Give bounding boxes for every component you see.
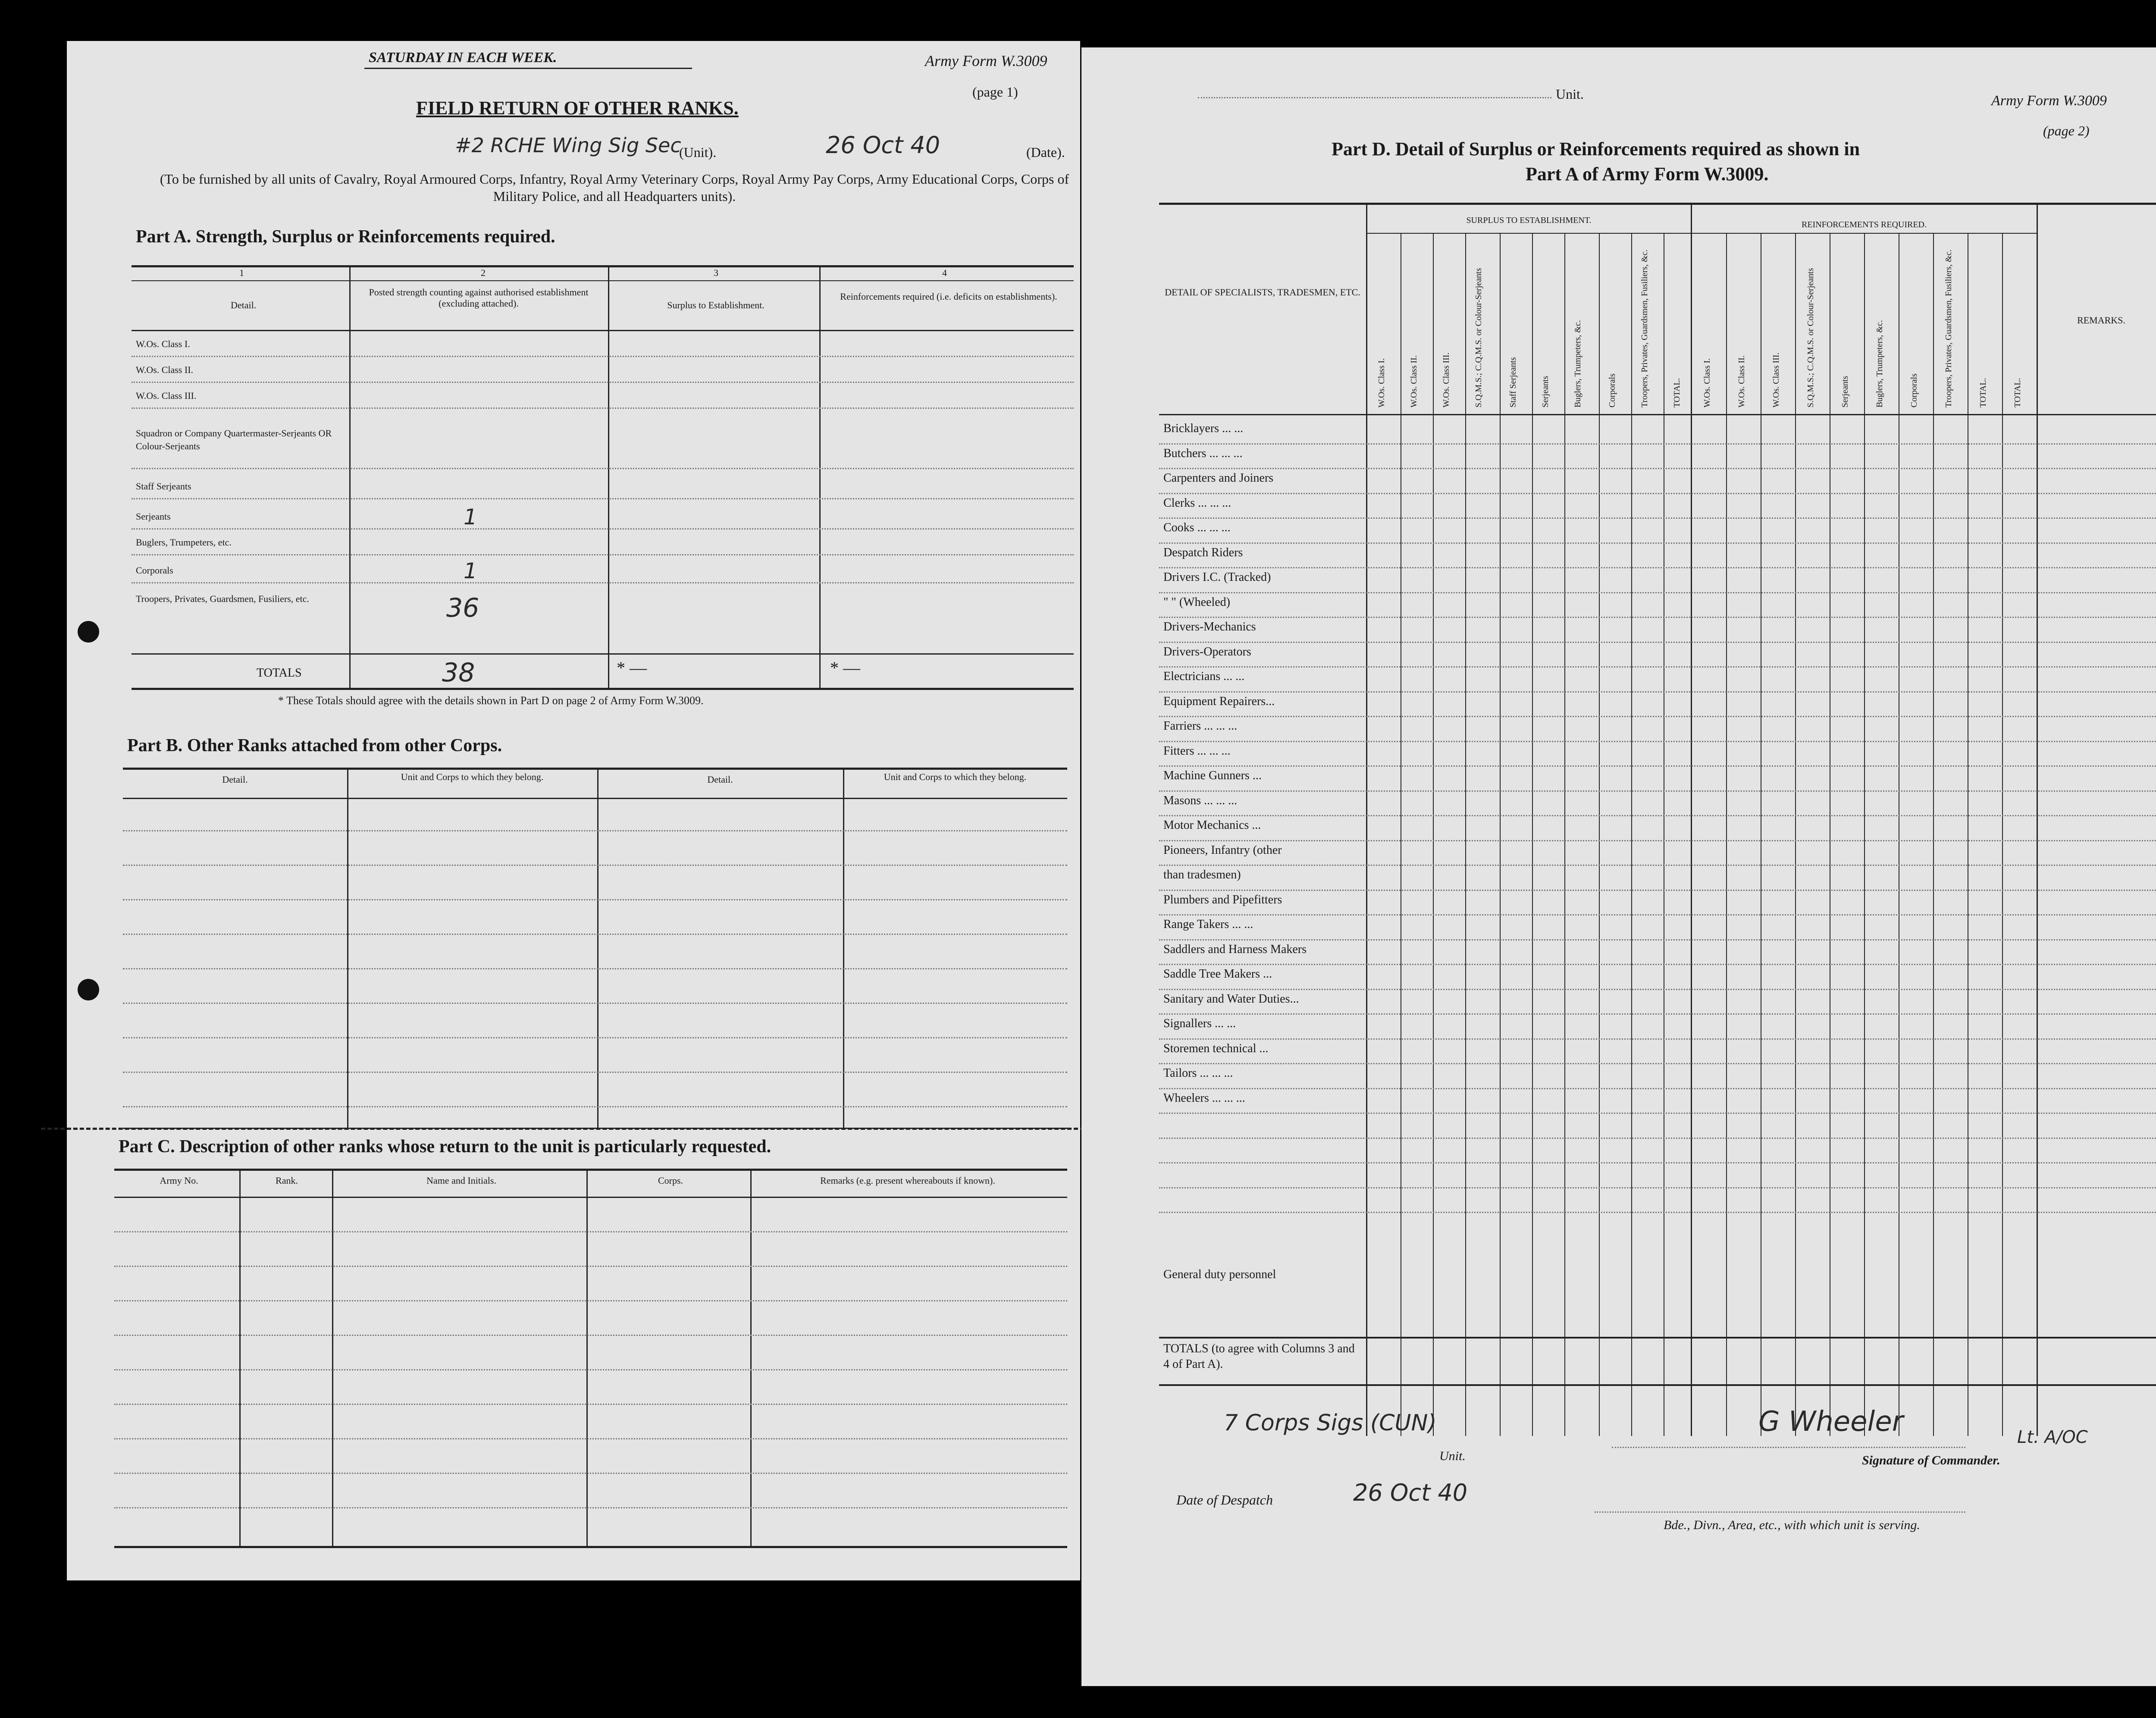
reinf-col-total-2: TOTAL. [2013,378,2022,408]
form-id: Army Form W.3009 [925,52,1047,69]
trade-row-label: than tradesmen) [1163,868,1241,881]
divider [2002,234,2003,1436]
row-line [114,1438,1067,1439]
trade-row-line [1159,1013,2156,1015]
sub-col-wo1: W.Os. Class I. [1377,358,1386,408]
divider [1433,234,1434,1436]
divider [347,768,348,1130]
row-serjeants: Serjeants [136,511,171,522]
trade-row-label: Cooks ... ... ... [1163,521,1231,534]
reinf-col-serjeants: Serjeants [1840,376,1850,408]
remarks-header: REMARKS. [2077,315,2125,326]
col-number: 1 [239,267,244,278]
divider [1159,203,2156,205]
row-line [114,1231,1067,1232]
surplus-header: SURPLUS TO ESTABLISHMENT. [1466,216,1592,225]
unit-caption: Unit. [1439,1449,1466,1463]
trade-row-line [1159,567,2156,568]
totals-reinforcements: * — [830,658,860,677]
row-wo-class-3: W.Os. Class III. [136,390,197,401]
row-line [123,1037,1067,1038]
row-line [132,582,1074,583]
part-b-col-detail: Detail. [222,774,248,785]
trade-row-line [1159,493,2156,494]
reinf-col-sqms: S.Q.M.S.; C.Q.M.S. or Colour-Serjeants [1806,268,1815,408]
row-staff-serjeants: Staff Serjeants [136,481,191,492]
part-d-title-1: Part D. Detail of Surplus or Reinforcements required as shown in [1332,138,1860,160]
row-line [132,468,1074,469]
blank-row-line [1159,1187,2156,1188]
divider [1726,234,1727,1436]
row-cqms: Squadron or Company Quartermaster-Serjeants OR Colour-Serjeants [136,428,332,451]
trade-row-line [1159,592,2156,593]
despatch-date-handwritten: 26 Oct 40 [1353,1479,1468,1506]
instructions: (To be furnished by all units of Cavalry, Royal Armoured Corps, Infantry, Royal Army Veterinary Corps, Royal Army Pay Corps, Army Educational Corps, Corps of Military Police, and all Headquarters units). [160,171,1069,204]
trade-row-label: Drivers I.C. (Tracked) [1163,571,1271,584]
trade-row-line [1159,840,2156,841]
totals-value: 38 [442,658,475,688]
trade-row-label: Wheelers ... ... ... [1163,1091,1245,1105]
row-line [123,830,1067,831]
punch-hole [78,621,99,643]
part-b-col-detail-2: Detail. [707,774,733,785]
divider [332,1169,333,1548]
part-b-col-unit: Unit and Corps to which they belong. [401,771,544,782]
unit-label: Unit. [1556,86,1584,102]
trade-row-label: Masons ... ... ... [1163,793,1238,807]
rank-handwritten: Lt. A/OC [2017,1427,2088,1447]
row-line [114,1300,1067,1301]
divider [1366,203,1367,1436]
unit-line [1198,97,1551,98]
trade-row-label: Motor Mechanics ... [1163,818,1261,832]
part-c-col-name: Name and Initials. [426,1175,496,1186]
reinf-col-wo1: W.Os. Class I. [1702,358,1712,408]
signature-caption: Signature of Commander. [1862,1453,2000,1467]
divider [239,1169,241,1548]
dispatch-unit-handwritten: 7 Corps Sigs (CUN) [1224,1410,1437,1436]
date-label: (Date). [1026,144,1065,160]
despatch-label: Date of Despatch [1176,1492,1273,1508]
trade-row-line [1159,1038,2156,1040]
row-line [123,1106,1067,1107]
trade-row-line [1159,865,2156,866]
divider [1564,234,1565,1436]
divider [1795,234,1796,1436]
corporals-value: 1 [464,558,477,583]
part-a-title: Part A. Strength, Surplus or Reinforcements required. [136,227,555,247]
sub-col-total: TOTAL. [1672,378,1682,408]
trade-row-line [1159,815,2156,816]
trade-row-line [1159,939,2156,941]
trade-row-line [1159,468,2156,469]
trade-row-label: Machine Gunners ... [1163,769,1262,782]
divider [1465,234,1466,1436]
divider [2037,203,2038,1436]
totals-surplus: * — [617,658,647,677]
sub-col-staff-serjeants: Staff Serjeants [1508,357,1518,408]
part-c-col-army-no: Army No. [160,1175,198,1186]
trade-row-line [1159,443,2156,445]
row-line [114,1404,1067,1405]
signature-line [1612,1447,1965,1448]
divider [1159,1384,2156,1386]
part-c-col-remarks: Remarks (e.g. present whereabouts if known). [820,1175,995,1186]
sub-col-wo3: W.Os. Class III. [1442,352,1451,408]
divider [132,265,1074,267]
trade-row-label: " " (Wheeled) [1163,595,1230,609]
divider [114,1197,1067,1198]
divider [1631,234,1632,1436]
divider [1500,234,1501,1436]
trade-row-label: Clerks ... ... ... [1163,496,1232,510]
blank-row-line [1159,1162,2156,1163]
row-corporals: Corporals [136,565,173,576]
divider [114,1169,1067,1171]
trade-row-line [1159,542,2156,544]
trade-row-label: Saddlers and Harness Makers [1163,942,1307,956]
col-header-detail: Detail. [231,300,257,310]
reinf-col-wo3: W.Os. Class III. [1771,352,1781,408]
trade-row-line [1159,691,2156,693]
blank-row-line [1159,1138,2156,1139]
row-line [132,554,1074,555]
divider [750,1169,752,1548]
divider [132,688,1074,690]
row-buglers: Buglers, Trumpeters, etc. [136,537,232,548]
col-header-reinforcements: Reinforcements required (i.e. deficits on establishments). [840,291,1057,302]
trade-row-label: Range Takers ... ... [1163,918,1253,931]
trade-row-line [1159,790,2156,792]
trade-row-line [1159,914,2156,915]
trade-row-label: Tailors ... ... ... [1163,1066,1233,1080]
trade-row-label: Pioneers, Infantry (other [1163,843,1282,857]
trade-row-label: Plumbers and Pipefitters [1163,893,1282,906]
trade-row-label: Fitters ... ... ... [1163,744,1231,758]
divider [1159,414,2156,415]
trade-row-line [1159,642,2156,643]
row-troopers: Troopers, Privates, Guardsmen, Fusiliers, etc. [136,593,309,604]
totals-row-label: TOTALS (to agree with Columns 3 and 4 of Part A). [1163,1342,1355,1371]
trade-row-label: Bricklayers ... ... [1163,422,1244,435]
form-page-1 [67,41,1080,1580]
date-handwritten: 26 Oct 40 [826,132,940,159]
form-title: FIELD RETURN OF OTHER RANKS. [416,97,739,119]
sub-col-sqms: S.Q.M.S.; C.Q.M.S. or Colour-Serjeants [1474,268,1483,408]
signature-handwritten: G Wheeler [1758,1406,1903,1438]
trade-row-line [1159,964,2156,965]
bde-line [1595,1511,1965,1513]
detail-header: DETAIL OF SPECIALISTS, TRADESMEN, ETC. [1165,287,1360,298]
form-page-2 [1081,47,2156,1686]
divider [608,265,609,690]
trade-row-label: Electricians ... ... [1163,670,1245,683]
row-line [123,968,1067,969]
sub-col-troopers: Troopers, Privates, Guardsmen, Fusiliers, &c. [1640,249,1649,408]
unit-label: (Unit). [679,144,717,160]
trade-row-label: Despatch Riders [1163,545,1243,559]
row-line [114,1266,1067,1267]
part-b-title: Part B. Other Ranks attached from other Corps. [127,736,502,756]
sub-col-corporals: Corporals [1608,373,1617,408]
row-line [132,356,1074,357]
sub-col-buglers: Buglers, Trumpeters, &c. [1573,320,1583,408]
row-wo-class-1: W.Os. Class I. [136,339,190,349]
fold-line [41,1128,1084,1130]
divider [1532,234,1533,1436]
divider [843,768,844,1130]
part-b-col-unit-2: Unit and Corps to which they belong. [884,771,1027,782]
divider [1599,234,1600,1436]
row-wo-class-2: W.Os. Class II. [136,364,194,375]
row-line [114,1507,1067,1508]
row-line [132,528,1074,530]
punch-hole [78,979,99,1000]
trade-row-label: Signallers ... ... [1163,1017,1236,1030]
page-number: (page 1) [972,84,1018,100]
divider [132,653,1074,655]
divider [819,265,821,690]
part-a-footnote: * These Totals should agree with the details shown in Part D on page 2 of Army Form W.3009. [278,694,704,707]
totals-label: TOTALS [257,666,302,680]
col-number: 4 [942,267,947,278]
trade-row-label: Drivers-Mechanics [1163,620,1256,633]
divider [364,68,692,69]
row-line [114,1473,1067,1474]
row-line [132,408,1074,409]
divider [1366,233,2037,234]
trade-row-line [1159,617,2156,618]
trade-row-line [1159,989,2156,990]
trade-row-label: Equipment Repairers... [1163,694,1275,708]
row-line [123,934,1067,935]
trade-row-line [1159,741,2156,742]
reinf-col-corporals: Corporals [1909,373,1919,408]
reinf-col-troopers: Troopers, Privates, Guardsmen, Fusiliers, &c. [1944,249,1953,408]
row-line [123,1003,1067,1004]
trade-row-label: Saddle Tree Makers ... [1163,967,1272,981]
divider [123,798,1067,799]
page-number: (page 2) [2043,123,2090,138]
sub-col-wo2: W.Os. Class II. [1409,355,1419,408]
trade-row-label: Sanitary and Water Duties... [1163,992,1299,1006]
divider [597,768,599,1130]
divider [123,768,1067,770]
row-line [114,1369,1067,1370]
row-line [114,1335,1067,1336]
row-line [123,1072,1067,1073]
trade-row-line [1159,517,2156,519]
unit-handwritten: #2 RCHE Wing Sig Sec [455,134,681,157]
trade-row-line [1159,1088,2156,1089]
trade-row-line [1159,716,2156,717]
trade-row-line [1159,765,2156,767]
reinf-col-buglers: Buglers, Trumpeters, &c. [1875,320,1884,408]
col-header-posted: Posted strength counting against authorised establishment (excluding attached). [369,287,589,309]
top-header: SATURDAY IN EACH WEEK. [369,50,557,66]
serjeants-value: 1 [464,505,477,530]
divider [132,330,1074,331]
part-c-col-corps: Corps. [658,1175,683,1186]
divider [1933,234,1934,1436]
divider [1864,234,1865,1436]
divider [132,280,1074,281]
col-number: 2 [481,267,486,278]
divider [114,1546,1067,1548]
trade-row-label: Carpenters and Joiners [1163,471,1274,485]
row-line [123,865,1067,866]
bde-caption: Bde., Divn., Area, etc., with which unit is serving. [1664,1518,1920,1532]
trade-row-label: Farriers ... ... ... [1163,719,1238,733]
part-c-title: Part C. Description of other ranks whose return to the unit is particularly requested. [119,1137,771,1157]
divider [349,265,351,690]
row-line [132,382,1074,383]
reinf-col-total: TOTAL. [1978,378,1988,408]
part-d-title-2: Part A of Army Form W.3009. [1526,163,1769,185]
form-id: Army Form W.3009 [1991,93,2107,109]
blank-row-line [1159,1212,2156,1213]
trade-row-label: Storemen technical ... [1163,1041,1269,1055]
reinf-col-wo2: W.Os. Class II. [1737,355,1746,408]
trade-row-line [1159,890,2156,891]
trade-row-line [1159,1113,2156,1114]
trade-row-label: Drivers-Operators [1163,645,1251,658]
troopers-value: 36 [446,593,479,623]
general-duty-row: General duty personnel [1163,1268,1276,1281]
divider [1159,1337,2156,1339]
row-line [132,498,1074,499]
col-header-surplus: Surplus to Establishment. [667,300,765,310]
trade-row-line [1159,666,2156,668]
trade-row-line [1159,1063,2156,1064]
col-number: 3 [714,267,718,278]
trade-row-label: Butchers ... ... ... [1163,446,1243,460]
row-line [123,899,1067,900]
divider [1691,203,1692,1436]
reinforcements-header: REINFORCEMENTS REQUIRED. [1801,220,1927,229]
sub-col-serjeants: Serjeants [1541,376,1550,408]
part-c-col-rank: Rank. [276,1175,298,1186]
divider [586,1169,588,1548]
